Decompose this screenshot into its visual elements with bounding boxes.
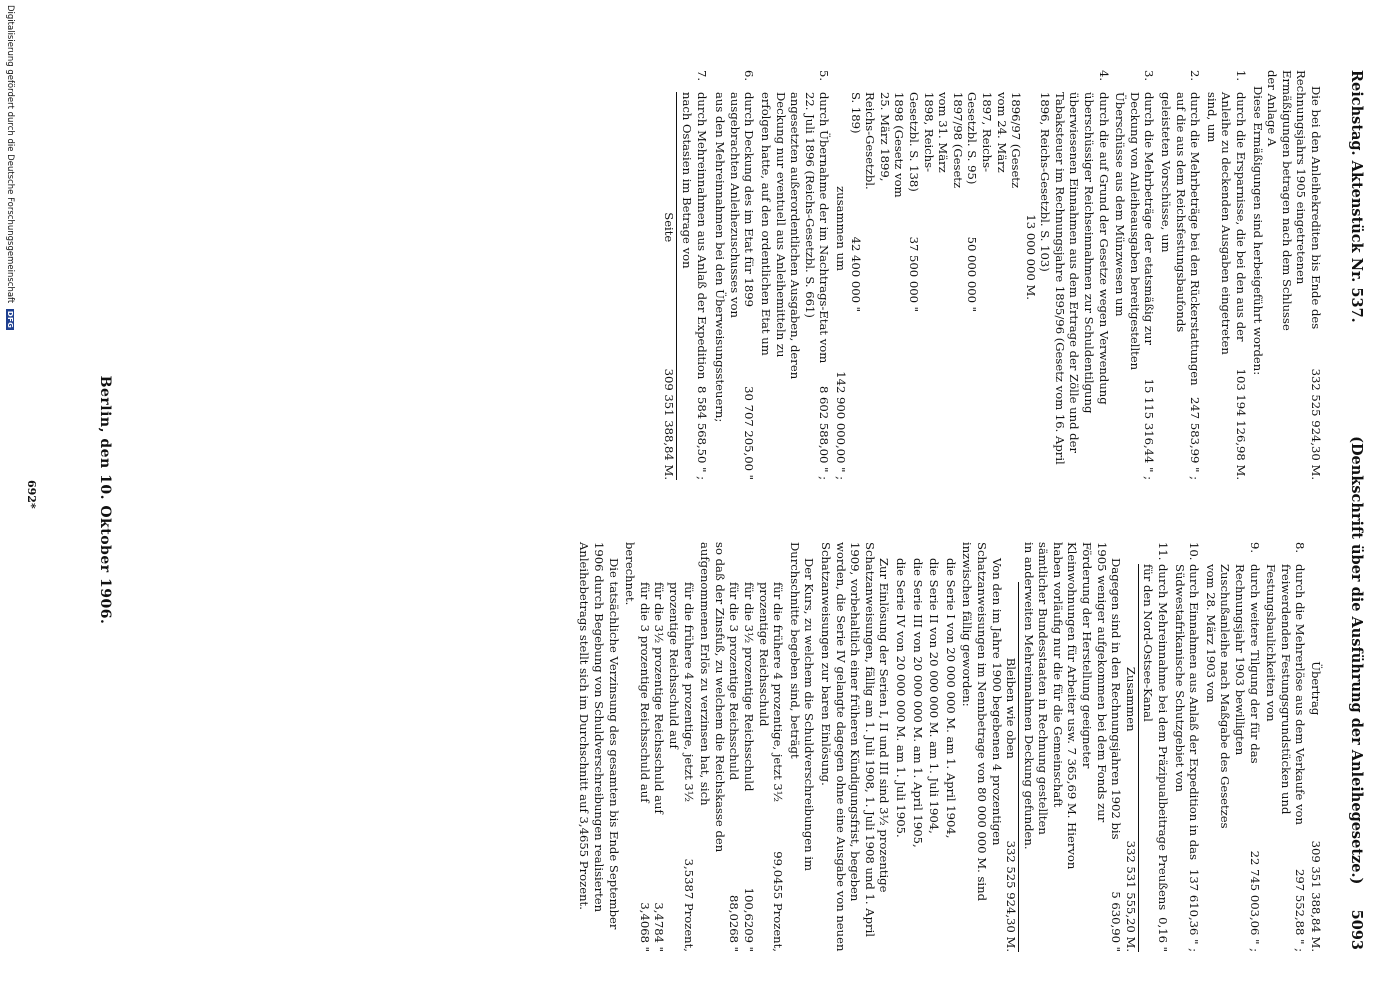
- item-number: 1.: [1234, 70, 1249, 82]
- item-amount: 0,16 ": [1156, 917, 1171, 952]
- right-column: [575, 542, 1323, 952]
- list-item-2: [1158, 70, 1202, 480]
- paragraph-text: Dagegen sind in den Rechnungsjahren 1902 bis 1905 weniger aufgekommen bei dem Fonds zur Förderung der Herstellung geeigneter Kleinwohnungen für Arbeiter usw. 7 365,69 M. Hiervon haben vorläufig nur die für die Gemeinschaft sämtlicher Bundesstaaten in Rechnung gestellten: [1036, 542, 1124, 870]
- carry-forward: [662, 92, 678, 480]
- list-item-6: [711, 70, 757, 480]
- carry-amount: 309 351 388,84 M.: [662, 368, 677, 480]
- carry-amount: 309 351 388,84 M.: [1309, 840, 1323, 952]
- item-number: 10.: [1187, 542, 1202, 561]
- interest-row-3: [637, 542, 652, 952]
- list-item-5: [758, 70, 831, 480]
- item-amount: 22 745 003,06 " ;: [1247, 850, 1262, 952]
- item-amount: 297 552,88 " ;: [1293, 869, 1308, 952]
- rate-label: für die 3½ prozentige Reichsschuld: [742, 582, 757, 792]
- list-item-1: [1204, 70, 1248, 480]
- item-amount: 15 115 316,44 " ;: [1142, 378, 1157, 480]
- rate-paragraph: Der Kurs, zu welchem die Schuldverschreibungen im Durchschnitte begeben sind, beträgt: [787, 542, 817, 872]
- interest-row-1: [666, 542, 695, 952]
- carry-over: [1308, 542, 1323, 952]
- rate-row-1: [756, 542, 785, 952]
- item-number: 6.: [742, 70, 757, 82]
- sub-amount: 37 500 000 ": [906, 236, 921, 312]
- list-item-7: [679, 70, 708, 480]
- paragraph-amount: 5 630,90 ": [1109, 891, 1124, 952]
- sub-amount: 50 000 000 ": [965, 236, 980, 312]
- interest-label: für die 3½ prozentige Reichsschuld auf: [652, 582, 667, 814]
- total-amount: 142 900 000,00 " ;: [834, 371, 848, 480]
- item-text: durch die Mehrbeträge der etatsmäßig zur Deckung von Anleiheausgaben bereitgestellten Überschüsse aus dem Münzwesen um: [1113, 92, 1157, 371]
- item-number: 4.: [1096, 70, 1111, 82]
- dfg-logo: DFG: [6, 310, 14, 329]
- item-total: [833, 92, 848, 480]
- total-label: Zusammen: [1123, 666, 1138, 732]
- rate-row-3: [727, 542, 742, 952]
- rate-label: für die 3 prozentige Reichsschuld: [727, 582, 742, 781]
- page-header: [1341, 70, 1369, 950]
- item-text: durch weitere Tilgung der für das Rechnungsjahr 1903 bewilligten Zuschußanleihe nach Maßgabe des Gesetzes vom 28. März 1903 von: [1203, 564, 1262, 829]
- carry-label: Seite: [662, 212, 677, 243]
- series-line-3: die Serie III von 20 000 000 M. am 1. April 1905,: [910, 558, 925, 848]
- list-item-10: [1172, 542, 1201, 952]
- carry-label: Übertrag: [1309, 661, 1323, 716]
- sub-text: 1897/98 (Gesetz vom 31. März 1898, Reichs-Gesetzbl. S. 138): [906, 92, 965, 192]
- list-item-9: [1203, 542, 1261, 952]
- interest-value: 3,4784 ": [652, 902, 667, 952]
- sub-text: 1898 (Gesetz vom 25. März 1899, Reichs-Gesetzbl. S. 189): [848, 92, 907, 198]
- item-number: 11.: [1156, 542, 1171, 561]
- intro-text: Die bei den Anleihekrediten bis Ende des Rechnungsjahrs 1905 eingetretenen Ermäßigungen betragen nach dem Schlusse der Anlage A: [1265, 70, 1323, 331]
- rate-row-2: [741, 542, 756, 952]
- item-amount: 103 194 126,98 M.: [1234, 368, 1249, 480]
- header-title: (Denkschrift über die Ausführung der Anleihegesetze.): [1348, 436, 1365, 885]
- list-item-11: [1141, 542, 1170, 952]
- item-amount: 137 610,36 " ;: [1187, 869, 1202, 952]
- left-column: [662, 70, 1323, 480]
- item-number: 8.: [1293, 542, 1308, 554]
- item-number: 2.: [1188, 70, 1203, 82]
- sub-text: 1896/97 (Gesetz vom 24. März 1897, Reichs-Gesetzbl. S. 95): [965, 92, 1024, 189]
- page-number: 692*: [25, 480, 38, 509]
- series-line-1: die Serie I von 20 000 000 M. am 1. April 1904,: [943, 558, 958, 839]
- grand-total: [1123, 564, 1139, 952]
- item-sub-2: [906, 92, 964, 480]
- rate-value: 99,0455 Prozent,: [771, 851, 786, 952]
- header-right: [1348, 436, 1365, 950]
- item-sub-amount-0: 13 000 000 M.: [1023, 214, 1038, 300]
- credit-text: Digitalisierung gefördert durch die Deutsche Forschungsgemeinschaft: [5, 5, 15, 304]
- closing-paragraph: Die tatsächliche Verzinsung des gesamten bis Ende September 1906 durch Begebung von Schuldverschreibungen realisierten Anleihebetrags stellt sich im Durchschnitt auf 3,4655 Prozent.: [577, 542, 621, 930]
- rate-label: für die frühere 4 prozentige, jetzt 3½ prozentige Reichsschuld: [756, 582, 786, 803]
- item-sub-1: [965, 92, 1023, 480]
- item-number: 9.: [1247, 542, 1262, 554]
- bonds-paragraph: Von den im Jahre 1900 begebenen 4 prozentigen Schatzanweisungen im Nennbetrage von 80 000 000 M. sind inzwischen fällig geworden:: [960, 542, 1004, 901]
- interest-paragraph: so daß der Zinsfuß, zu welchem die Reichskasse den aufgenommenen Erlös zu verzinsen hat, sich: [698, 542, 727, 853]
- sub-amount: 42 400 000 ": [848, 236, 863, 312]
- list-item-3: [1113, 70, 1157, 480]
- total-label: zusammen um: [834, 186, 848, 272]
- interest-value: 3,5387 Prozent,: [681, 858, 696, 952]
- paragraph-tail: in anderweiten Mehreinnahmen Deckung gefunden.: [1021, 542, 1036, 850]
- series-line-4: die Serie IV von 20 000 000 M. am 1. Juli 1905.: [893, 558, 908, 838]
- item-text: durch Mehreinnahme bei dem Präzipualbeitrage Preußens für den Nord-Ostsee-Kanal: [1141, 564, 1171, 911]
- redemption-paragraph: Zur Einlösung der Serien I, II und III sind 3½ prozentige Schatzanweisungen, fällig am 1. Juli 1908, 1. Juli 1908 und 1. April 1909, vorbehaltlich einer früheren Kündigungsfrist, begeben worden, die Serie IV gelangte dagegen ohne eine Ausgabe von neuen Schatzanweisungen zur baren Einlösung.: [819, 542, 892, 952]
- interest-value: 3,4068 ": [637, 902, 652, 952]
- deficit-paragraph: [1036, 542, 1124, 952]
- interest-row-2: [652, 542, 667, 952]
- interest-tail: berechnet.: [623, 542, 638, 606]
- date-line: Berlin, den 10. Oktober 1906.: [97, 375, 113, 625]
- item-sub-3: [848, 92, 906, 480]
- lead-text: Diese Ermäßigungen sind herbeigeführt worden:: [1250, 86, 1265, 376]
- list-item-4: [833, 70, 1110, 480]
- intro-paragraph: [1265, 70, 1323, 480]
- item-text: durch Einnahmen aus Anlaß der Expedition in das Südwestafrikanische Schutzgebiet von: [1172, 564, 1202, 861]
- item-text: durch die Mehrerlöse aus dem Verkaufe von freiwerdenden Festungsgrundstücken und Festungsbaulichkeiten von: [1264, 564, 1308, 826]
- remaining-amount: 332 525 924,30 M.: [1004, 840, 1019, 952]
- header-page-number: 5093: [1348, 909, 1365, 950]
- item-number: 7.: [694, 70, 709, 82]
- remaining-total: [1004, 582, 1020, 952]
- interest-label: für die 3 prozentige Reichsschuld auf: [637, 582, 652, 803]
- item-text: durch Übernahme der im Nachtrags-Etat vom 22. Juli 1896 (Reichs-Gesetzbl. S. 661) angesetzten außerordentlichen Ausgaben, deren Deckung nur eventuell aus Anleihemitteln zu erfolgen hatte, auf den ordentlichen Etat um: [759, 92, 832, 380]
- item-text: durch die auf Grund der Gesetze wegen Verwendung überschüssiger Reichseinnahmen zur Schuldentilgung überwiesenen Einnahmen aus dem Ertrage der Zölle und der Tabaksteuer im Rechnungsjahre 1895/96 (Gesetz vom 16. April 1896, Reichs-Gesetzbl. S. 103): [1038, 92, 1111, 465]
- item-amount: 8 584 568,50 " ;: [694, 385, 709, 480]
- remaining-label: Bleiben wie oben: [1004, 657, 1019, 759]
- item-number: 3.: [1142, 70, 1157, 82]
- intro-amount: 332 525 924,30 M.: [1309, 368, 1323, 480]
- series-line-2: die Serie II von 20 000 000 M. am 1. Juli 1904,: [927, 558, 942, 834]
- item-number: 5.: [817, 70, 832, 82]
- rate-value: 100,6209 ": [742, 887, 757, 952]
- item-text: durch Mehreinnahmen aus Anlaß der Expedition nach Ostasien im Betrage von: [680, 92, 709, 380]
- item-text: durch die Ersparnisse, die bei den aus der Anleihe zu deckenden Ausgaben eingetreten sind, um: [1204, 92, 1249, 355]
- interest-label: für die frühere 4 prozentige, jetzt 3½ prozentige Reichsschuld auf: [667, 582, 696, 803]
- item-text-continued: aus den Mehreinnahmen bei den Überweisungssteuern;: [713, 92, 728, 423]
- item-amount: 247 583,99 " ;: [1188, 397, 1203, 480]
- item-amount: 8 602 588,00 " ;: [817, 385, 832, 480]
- digitization-credit: [5, 5, 15, 330]
- list-item-8: [1264, 542, 1308, 952]
- item-text: durch die Mehrbeträge bei den Rückerstattungen auf die aus dem Reichsfestungsbaufonds geleisteten Vorschüsse, um: [1159, 92, 1203, 386]
- item-text: durch Deckung des im Etat für 1899 ausgebrachten Anleihezuschusses von: [727, 92, 757, 318]
- total-amount: 332 531 555,20 M.: [1123, 840, 1138, 952]
- rate-value: 88,0268 ": [727, 895, 742, 952]
- item-amount: 30 707 205,00 ": [742, 386, 757, 480]
- header-left: Reichstag. Aktenstück Nr. 537.: [1348, 70, 1365, 323]
